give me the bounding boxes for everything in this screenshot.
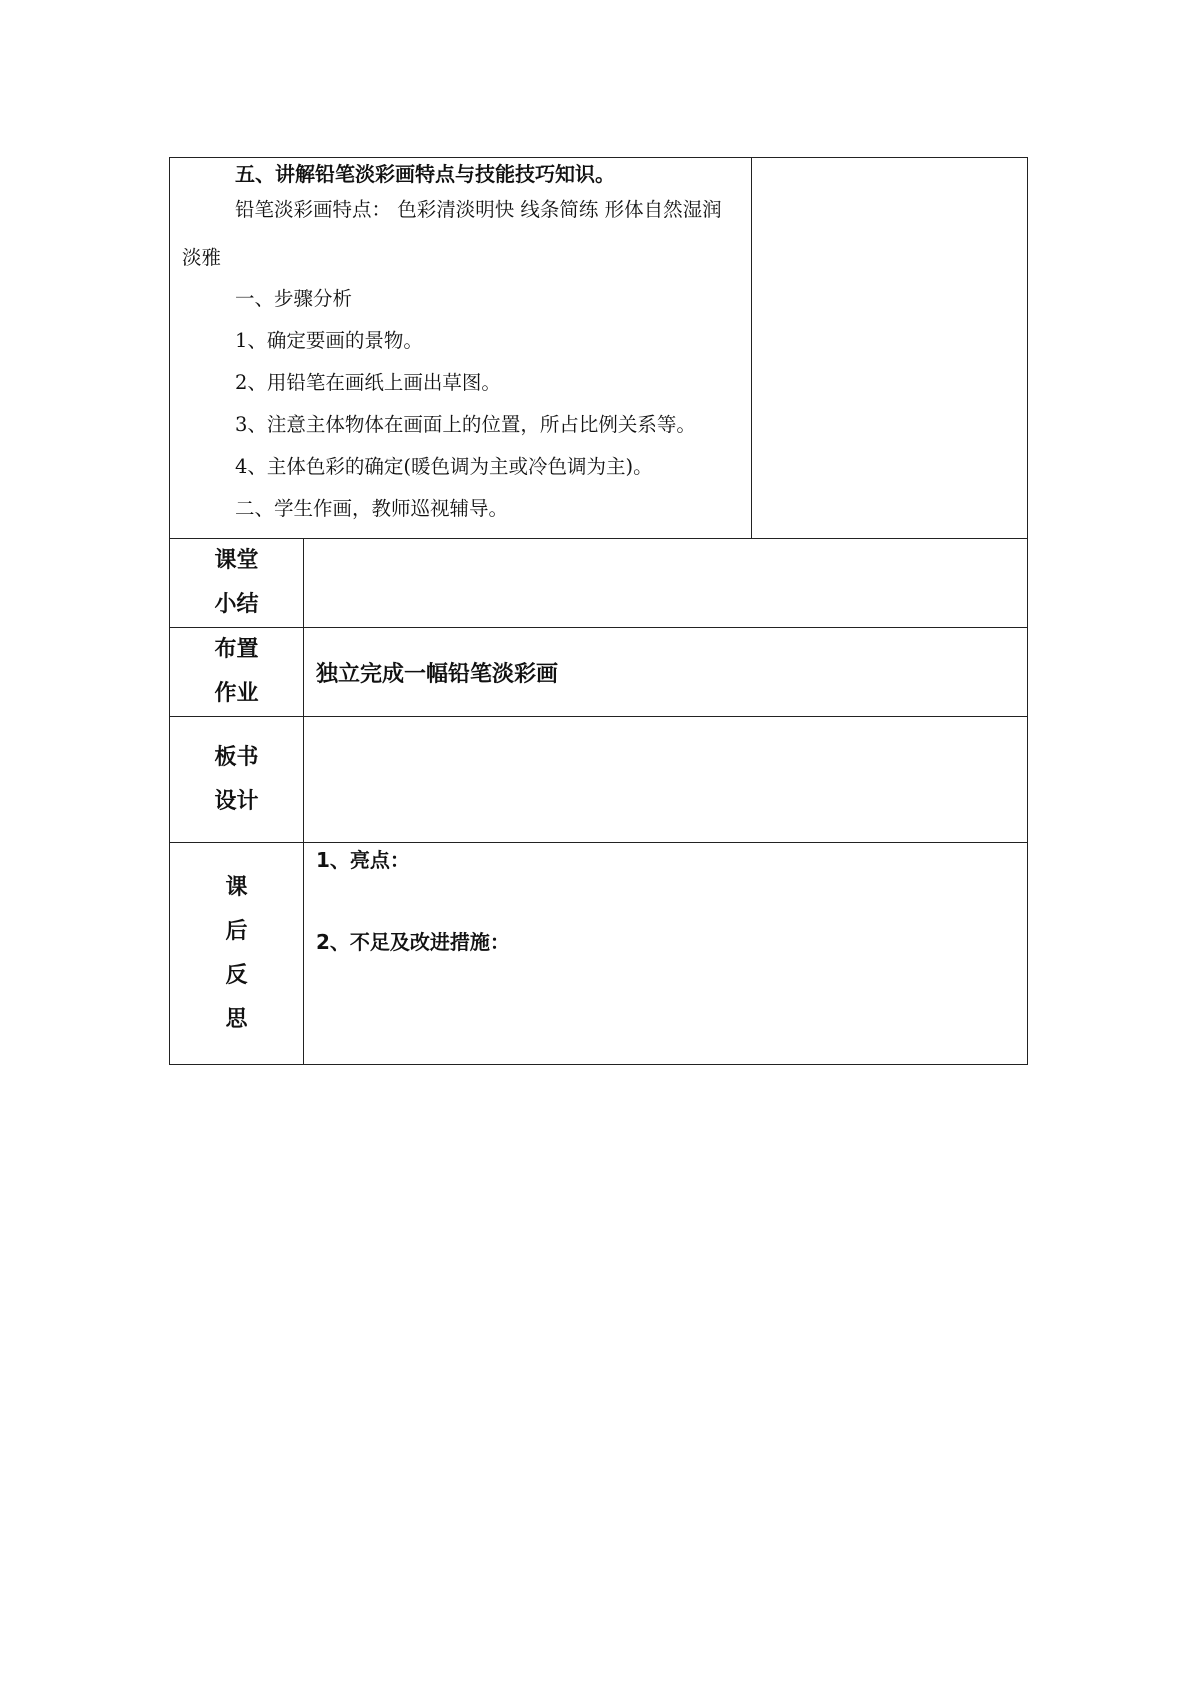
board-label-line: 板书	[214, 744, 259, 770]
step-item: 2、用铅笔在画纸上画出草图。	[235, 371, 501, 394]
summary-label-line: 小结	[214, 592, 259, 617]
reflection-content	[304, 843, 1028, 1065]
homework-label-line: 作业	[214, 681, 259, 706]
summary-label	[170, 539, 304, 628]
reflection-label-char: 思	[225, 1006, 248, 1032]
step-item: 3、注意主体物体在画面上的位置，所占比例关系等。	[235, 413, 696, 436]
board-label-line: 设计	[214, 788, 259, 814]
reflection-label-char: 反	[225, 962, 248, 988]
student-work-line: 二、学生作画，教师巡视辅导。	[235, 497, 509, 520]
board-row	[170, 717, 1028, 843]
highlights-item: 1、亮点：	[316, 848, 410, 872]
steps-title: 一、步骤分析	[235, 287, 353, 310]
notes-cell	[752, 158, 1028, 539]
lesson-content-cell	[170, 158, 752, 539]
reflection-label-char: 课	[225, 874, 248, 900]
improvements-item: 2、不足及改进措施：	[316, 930, 510, 954]
board-label	[170, 717, 304, 843]
homework-value: 独立完成一幅铅笔淡彩画	[304, 628, 1028, 717]
lesson-plan-table	[169, 157, 1028, 1065]
section-heading: 五、讲解铅笔淡彩画特点与技能技巧知识。	[235, 162, 615, 186]
summary-row	[170, 539, 1028, 628]
summary-value	[304, 539, 1028, 628]
homework-label-line: 布置	[214, 637, 259, 662]
features-paragraph: 铅笔淡彩画特点： 色彩清淡明快 线条简练 形体自然湿润淡雅	[182, 198, 722, 269]
summary-label-line: 课堂	[214, 548, 259, 573]
step-item: 4、主体色彩的确定(暖色调为主或冷色调为主)。	[235, 455, 653, 478]
reflection-label-char: 后	[225, 918, 248, 944]
step-item: 1、确定要画的景物。	[235, 329, 423, 352]
homework-label	[170, 628, 304, 717]
homework-row	[170, 628, 1028, 717]
lesson-content-row	[170, 158, 1028, 539]
reflection-label	[170, 843, 304, 1065]
board-value	[304, 717, 1028, 843]
reflection-row	[170, 843, 1028, 1065]
